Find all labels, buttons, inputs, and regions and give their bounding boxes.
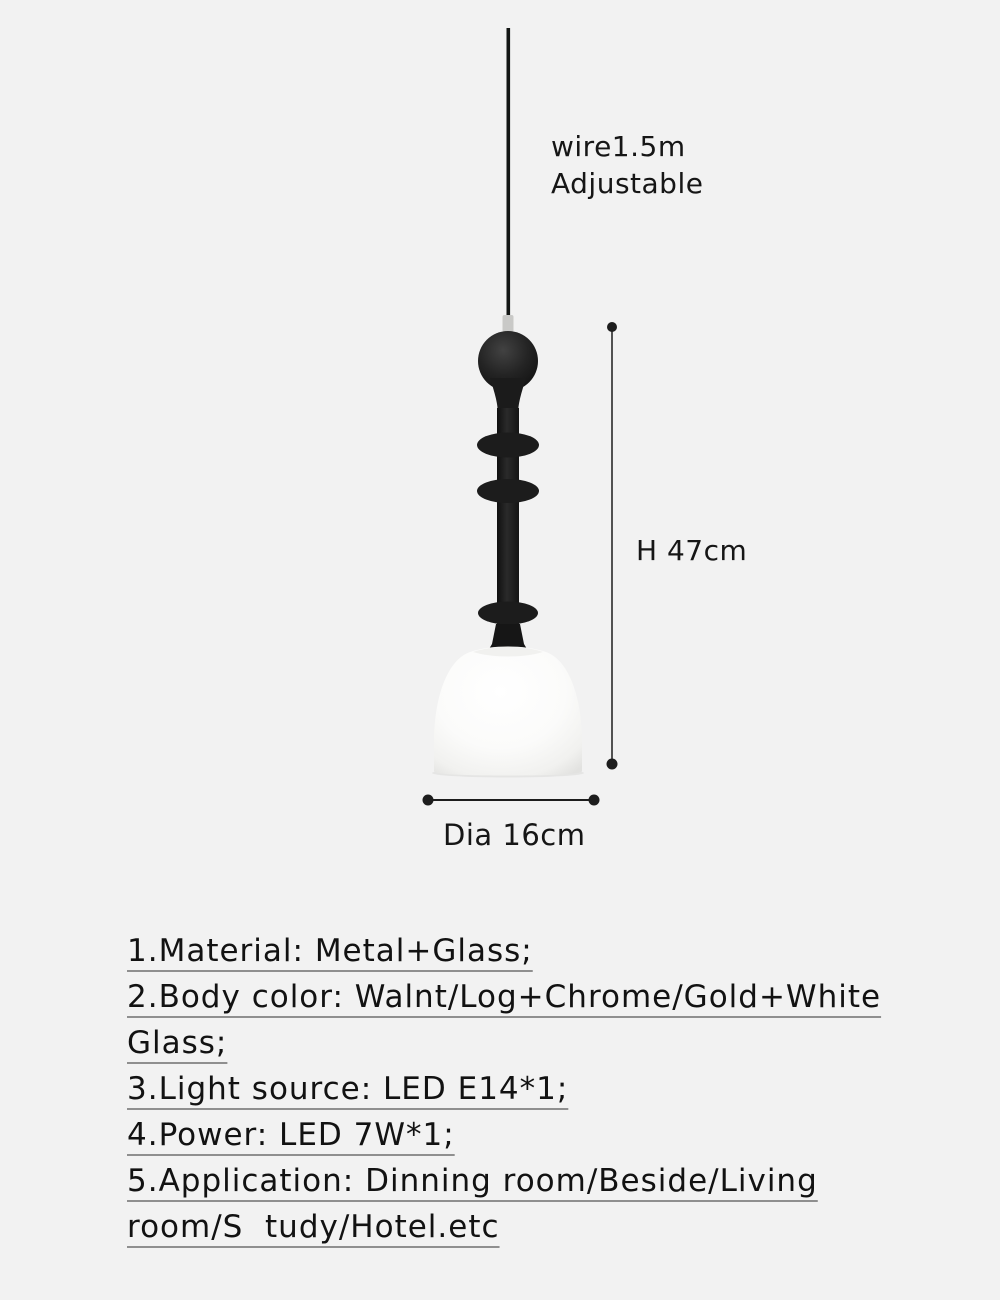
lamp-wire bbox=[507, 28, 511, 322]
spec-line-body-color-wrap: Glass; bbox=[127, 1025, 228, 1061]
spec-line-power: 4.Power: LED 7W*1; bbox=[127, 1117, 455, 1153]
lamp-disc-bottom bbox=[478, 602, 538, 625]
spec-line-application: 5.Application: Dinning room/Beside/Living bbox=[127, 1163, 818, 1199]
wire-length-label bbox=[551, 128, 703, 202]
spec-list bbox=[127, 928, 957, 1250]
wire-connector bbox=[503, 315, 514, 332]
spec-line-application-wrap: room/S tudy/Hotel.etc bbox=[127, 1209, 500, 1245]
lamp-shade bbox=[434, 647, 582, 776]
spec-line-material: 1.Material: Metal+Glass; bbox=[127, 933, 533, 969]
spec-line-body-color: 2.Body color: Walnt/Log+Chrome/Gold+White bbox=[127, 979, 882, 1015]
diameter-label: Dia 16cm bbox=[443, 818, 586, 852]
lamp-disc-top bbox=[477, 433, 539, 458]
height-label: H 47cm bbox=[636, 534, 748, 567]
diameter-dimension-line bbox=[423, 795, 600, 806]
wire-length-line2: Adjustable bbox=[551, 167, 704, 200]
wire-length-line1: wire1.5m bbox=[551, 130, 686, 163]
spec-line-light-source: 3.Light source: LED E14*1; bbox=[127, 1071, 569, 1107]
lamp-disc-middle bbox=[477, 479, 539, 503]
height-dimension-line bbox=[607, 322, 618, 770]
